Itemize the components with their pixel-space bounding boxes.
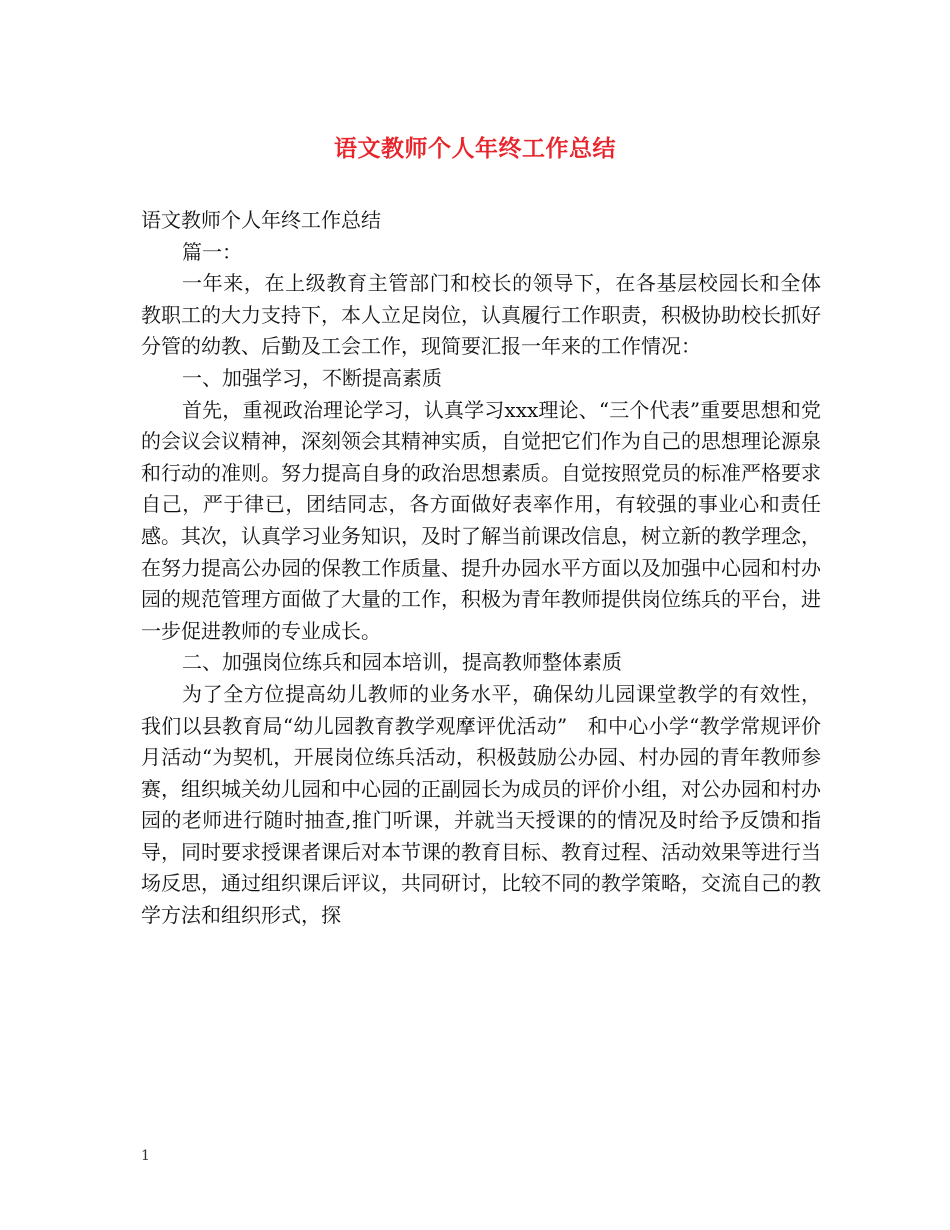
- subtitle-paragraph: 语文教师个人年终工作总结: [141, 208, 381, 232]
- content-paragraph-1: 首先，重视政治理论学习，认真学习xxx理论、“三个代表”重要思想和党的会议会议精神，深刻领会其精神实质，自觉把它们作为自己的思想理论源泉和行动的准则。努力提高自身的政治思想素质。自觉按照党员的标准严格要求自己，严于律已，团结同志，各方面做好表率作用，有较强的事业心和责任感。其次，认真学习业务知识，及时了解当前课改信息，树立新的教学理念，在努力提高公办园的保教工作质量、提升办园水平方面以及加强中心园和村办园的规范管理方面做了大量的工作，积极为青年教师提供岗位练兵的平台，进一步促进教师的专业成长。: [141, 397, 821, 643]
- section-label-paragraph: 篇一：: [182, 239, 242, 264]
- page-number: 1: [141, 1148, 150, 1164]
- heading-paragraph-2: 二、加强岗位练兵和园本培训，提高教师整体素质: [182, 650, 622, 675]
- heading-paragraph-1: 一、加强学习，不断提高素质: [182, 365, 442, 390]
- content-paragraph-2: 为了全方位提高幼儿教师的业务水平，确保幼儿园课堂教学的有效性，我们以县教育局“幼儿园教育教学观摩评优活动” 和中心小学“教学常规评价月活动“为契机，开展岗位练兵活动，积极鼓励公办园、村办园的青年教师参赛，组织城关幼儿园和中心园的正副园长为成员的评价小组，对公办园和村办园的老师进行随时抽查,推门听课，并就当天授课的的情况及时给予反馈和指导，同时要求授课者课后对本节课的教育目标、教育过程、活动效果等进行当场反思，通过组织课后评议，共同研讨，比较不同的教学策略，交流自己的教学方法和组织形式，探: [141, 681, 821, 928]
- intro-paragraph: 一年来，在上级教育主管部门和校长的领导下，在各基层校园长和全体教职工的大力支持下，本人立足岗位，认真履行工作职责，积极协助校长抓好分管的幼教、后勤及工会工作，现简要汇报一年来的工作情况：: [141, 271, 821, 359]
- document-body: [141, 205, 821, 932]
- document-title: 语文教师个人年终工作总结: [334, 135, 616, 162]
